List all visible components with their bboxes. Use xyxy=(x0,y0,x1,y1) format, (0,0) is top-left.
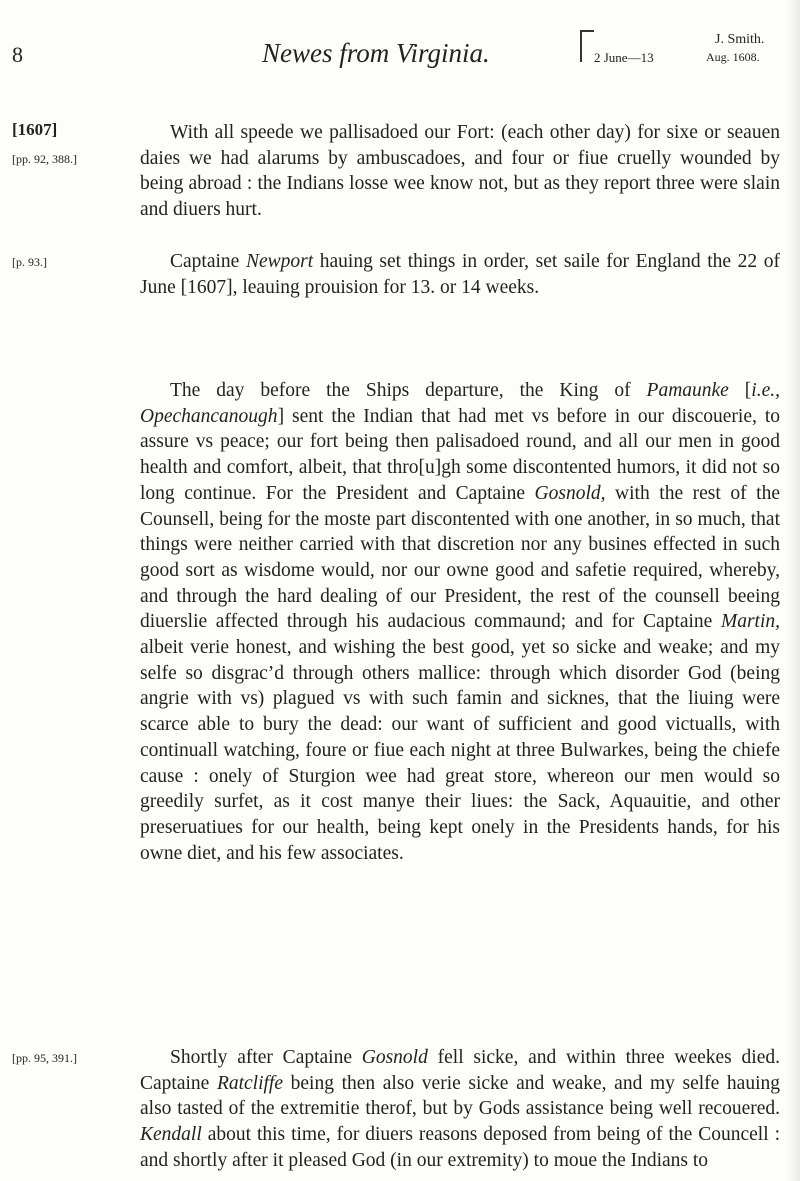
margin-note: [pp. 95, 391.] xyxy=(12,1051,77,1065)
date-end: Aug. 1608. xyxy=(706,50,760,64)
paragraph-text: with the rest of the Counsell, being for the moste part discontented with one another, in so much, that things were neither carried with that discretion nor any busines effected in such good sort as wisdome would, nor our owne good and safetie required, whereby, and through the hard dealing of our President, the rest of the counsell beeing diuerslie affected through his audacious commaund; and for Captaine xyxy=(140,482,780,633)
place-name: Pamaunke xyxy=(646,380,729,401)
paragraph-text: about this time, for diuers reasons deposed from being of the Councell : and shortly after it pleased God (in our extremity) to moue the Indians to xyxy=(140,1124,780,1171)
paragraph-text: fell sicke, and within three weekes died. Captaine xyxy=(140,1047,780,1094)
person-name: Ratcliffe xyxy=(216,1072,283,1094)
paragraph-text: The day before the Ships departure, the King of xyxy=(170,380,647,401)
paragraph-fort xyxy=(140,120,780,223)
author-name: J. Smith. xyxy=(715,32,765,47)
paragraph-text: hauing set things in order, set saile for England the 22 of June [1607], leauing prouision for 13. or 14 weeks. xyxy=(140,251,781,298)
editorial-note: i.e., Opechancanough xyxy=(140,380,780,427)
margin-note: [pp. 92, 388.] xyxy=(12,152,77,166)
paragraph-departure xyxy=(140,378,780,866)
person-name: Kendall xyxy=(140,1124,202,1146)
paragraph-newport xyxy=(140,249,780,300)
paragraph-text: being then also verie sicke and weake, and my selfe hauing also tasted of the extremitie therof, but by Gods assistance being well recouered. xyxy=(140,1072,780,1120)
page-number: 8 xyxy=(12,42,23,67)
paragraph-gosnold-death xyxy=(140,1045,780,1174)
person-name: Martin, xyxy=(720,611,780,633)
person-name: Newport xyxy=(245,251,314,272)
paragraph-text: With all speede we pallisadoed our Fort: (each other day) for sixe or seauen daies we had alarums by ambuscadoes, and four or fiue cruelly wounded by being abroad : the Indians losse wee know not, but as they report three were slain and diuers hurt. xyxy=(140,122,780,221)
person-name: Gosnold xyxy=(361,1047,428,1068)
running-header xyxy=(0,0,800,90)
person-name: Gosnold, xyxy=(534,482,606,504)
page-edge-shadow xyxy=(786,0,800,1181)
running-title: Newes from Virginia. xyxy=(262,38,490,68)
paragraph-text: [ xyxy=(728,380,752,401)
margin-year: [1607] xyxy=(12,120,58,139)
paragraph-text: ] sent the Indian that had met vs before in our discouerie, to assure vs peace; our fort being then palisadoed round, and all our men in good health and comfort, albeit, that thro[u]gh some discontented humors, it did not so long continue. For the President and Captaine xyxy=(140,405,780,504)
margin-note: [p. 93.] xyxy=(12,255,47,269)
paragraph-text: Shortly after Captaine xyxy=(170,1047,362,1068)
date-bracket xyxy=(580,30,594,62)
date-range: 2 June—13 xyxy=(594,50,654,65)
paragraph-text: albeit verie honest, and wishing the best good, yet so sicke and weake; and my selfe so disgrac’d through others mallice: through which disorder God (being angrie with vs) plagued vs with such famin and sicknes, that the liuing were scarce able to bury the dead: our want of sufficient and good victualls, with continuall watching, foure or fiue each night at three Bulwarkes, being the chiefe cause : onely of Sturgion wee had great store, whereon our men would so greedily surfet, as it cost manye their liues: the Sack, Aquauitie, and other preseruatiues for our health, being kept onely in the Presidents hands, for his owne diet, and his few associates. xyxy=(140,637,780,864)
paragraph-text: Captaine xyxy=(170,251,246,272)
